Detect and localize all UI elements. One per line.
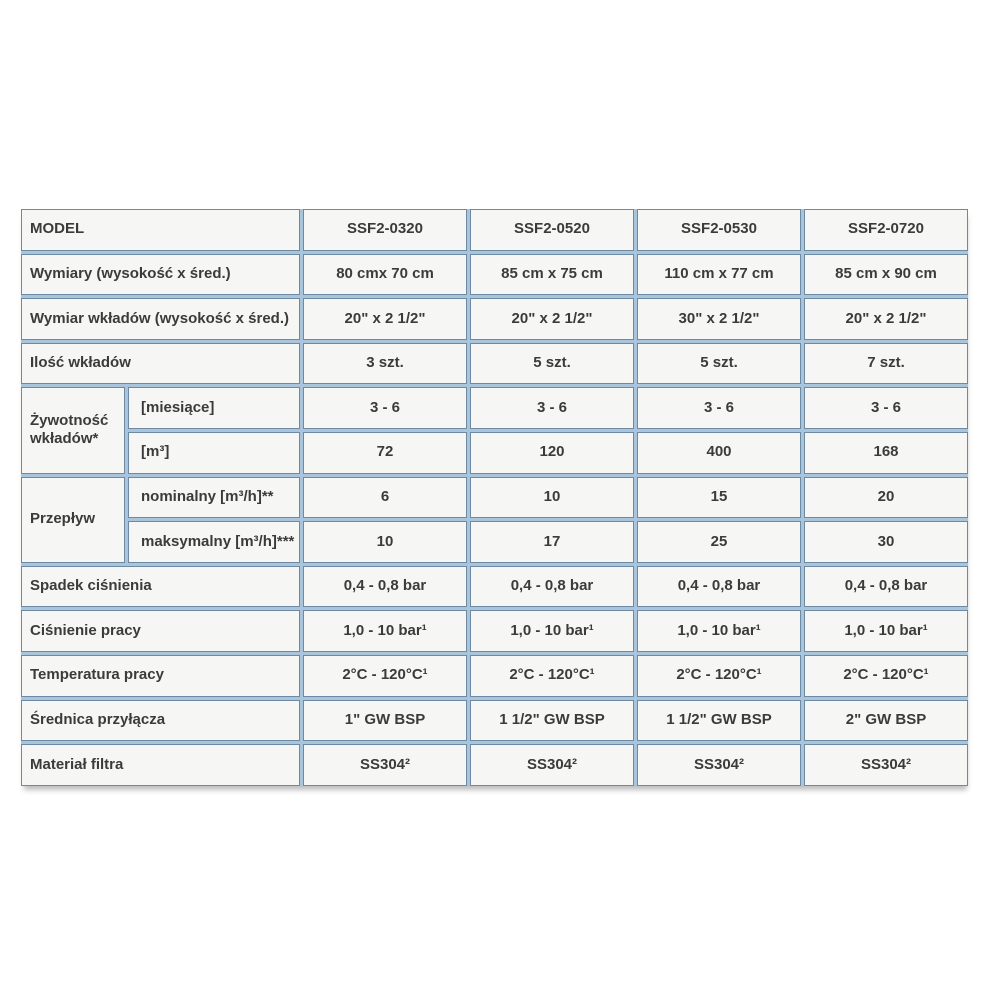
- value-cell: 15: [637, 477, 801, 519]
- value-cell: SS304²: [470, 744, 634, 786]
- row-label-dimensions: Wymiary (wysokość x śred.): [21, 254, 300, 296]
- value-cell: 30" x 2 1/2": [637, 298, 801, 340]
- value-cell: 2" GW BSP: [804, 700, 968, 742]
- value-cell: 85 cm x 90 cm: [804, 254, 968, 296]
- row-label-connection-diameter: Średnica przyłącza: [21, 700, 300, 742]
- sub-label-max-flow: maksymalny [m³/h]***: [128, 521, 300, 563]
- row-label-cartridge-count: Ilość wkładów: [21, 343, 300, 385]
- sub-label-nominal-flow: nominalny [m³/h]**: [128, 477, 300, 519]
- value-cell: 1,0 - 10 bar¹: [804, 610, 968, 652]
- value-cell: 5 szt.: [637, 343, 801, 385]
- value-cell: SS304²: [303, 744, 467, 786]
- row-label-working-temperature: Temperatura pracy: [21, 655, 300, 697]
- value-cell: 6: [303, 477, 467, 519]
- value-cell: 0,4 - 0,8 bar: [470, 566, 634, 608]
- row-label-model: MODEL: [21, 209, 300, 251]
- row-label-pressure-drop: Spadek ciśnienia: [21, 566, 300, 608]
- value-cell: 1,0 - 10 bar¹: [470, 610, 634, 652]
- value-cell: 2°C - 120°C¹: [303, 655, 467, 697]
- value-cell: 3 - 6: [470, 387, 634, 429]
- value-cell: 30: [804, 521, 968, 563]
- value-cell: 20: [804, 477, 968, 519]
- sub-label-cubic-meters: [m³]: [128, 432, 300, 474]
- model-header-cell: SSF2-0530: [637, 209, 801, 251]
- value-cell: 1 1/2" GW BSP: [637, 700, 801, 742]
- value-cell: 20" x 2 1/2": [303, 298, 467, 340]
- model-header-cell: SSF2-0320: [303, 209, 467, 251]
- value-cell: 3 - 6: [637, 387, 801, 429]
- value-cell: 0,4 - 0,8 bar: [804, 566, 968, 608]
- value-cell: 1,0 - 10 bar¹: [637, 610, 801, 652]
- value-cell: 3 - 6: [804, 387, 968, 429]
- value-cell: 80 cmx 70 cm: [303, 254, 467, 296]
- value-cell: 3 - 6: [303, 387, 467, 429]
- spec-table: [21, 209, 968, 786]
- model-header-cell: SSF2-0720: [804, 209, 968, 251]
- sub-label-months: [miesiące]: [128, 387, 300, 429]
- row-label-cartridge-size: Wymiar wkładów (wysokość x śred.): [21, 298, 300, 340]
- value-cell: 0,4 - 0,8 bar: [637, 566, 801, 608]
- row-label-filter-material: Materiał filtra: [21, 744, 300, 786]
- value-cell: 110 cm x 77 cm: [637, 254, 801, 296]
- value-cell: 17: [470, 521, 634, 563]
- value-cell: 25: [637, 521, 801, 563]
- group-label-flow: Przepływ: [21, 477, 125, 563]
- value-cell: 2°C - 120°C¹: [470, 655, 634, 697]
- value-cell: 85 cm x 75 cm: [470, 254, 634, 296]
- value-cell: 5 szt.: [470, 343, 634, 385]
- value-cell: 1" GW BSP: [303, 700, 467, 742]
- value-cell: 1 1/2" GW BSP: [470, 700, 634, 742]
- value-cell: 20" x 2 1/2": [470, 298, 634, 340]
- value-cell: 7 szt.: [804, 343, 968, 385]
- value-cell: 3 szt.: [303, 343, 467, 385]
- value-cell: 400: [637, 432, 801, 474]
- value-cell: 0,4 - 0,8 bar: [303, 566, 467, 608]
- value-cell: 10: [470, 477, 634, 519]
- value-cell: 10: [303, 521, 467, 563]
- value-cell: 2°C - 120°C¹: [637, 655, 801, 697]
- model-header-cell: SSF2-0520: [470, 209, 634, 251]
- value-cell: 20" x 2 1/2": [804, 298, 968, 340]
- value-cell: 2°C - 120°C¹: [804, 655, 968, 697]
- value-cell: 1,0 - 10 bar¹: [303, 610, 467, 652]
- value-cell: 120: [470, 432, 634, 474]
- value-cell: SS304²: [804, 744, 968, 786]
- value-cell: 72: [303, 432, 467, 474]
- value-cell: 168: [804, 432, 968, 474]
- row-label-working-pressure: Ciśnienie pracy: [21, 610, 300, 652]
- value-cell: SS304²: [637, 744, 801, 786]
- group-label-cartridge-life: Żywotność wkładów*: [21, 387, 125, 473]
